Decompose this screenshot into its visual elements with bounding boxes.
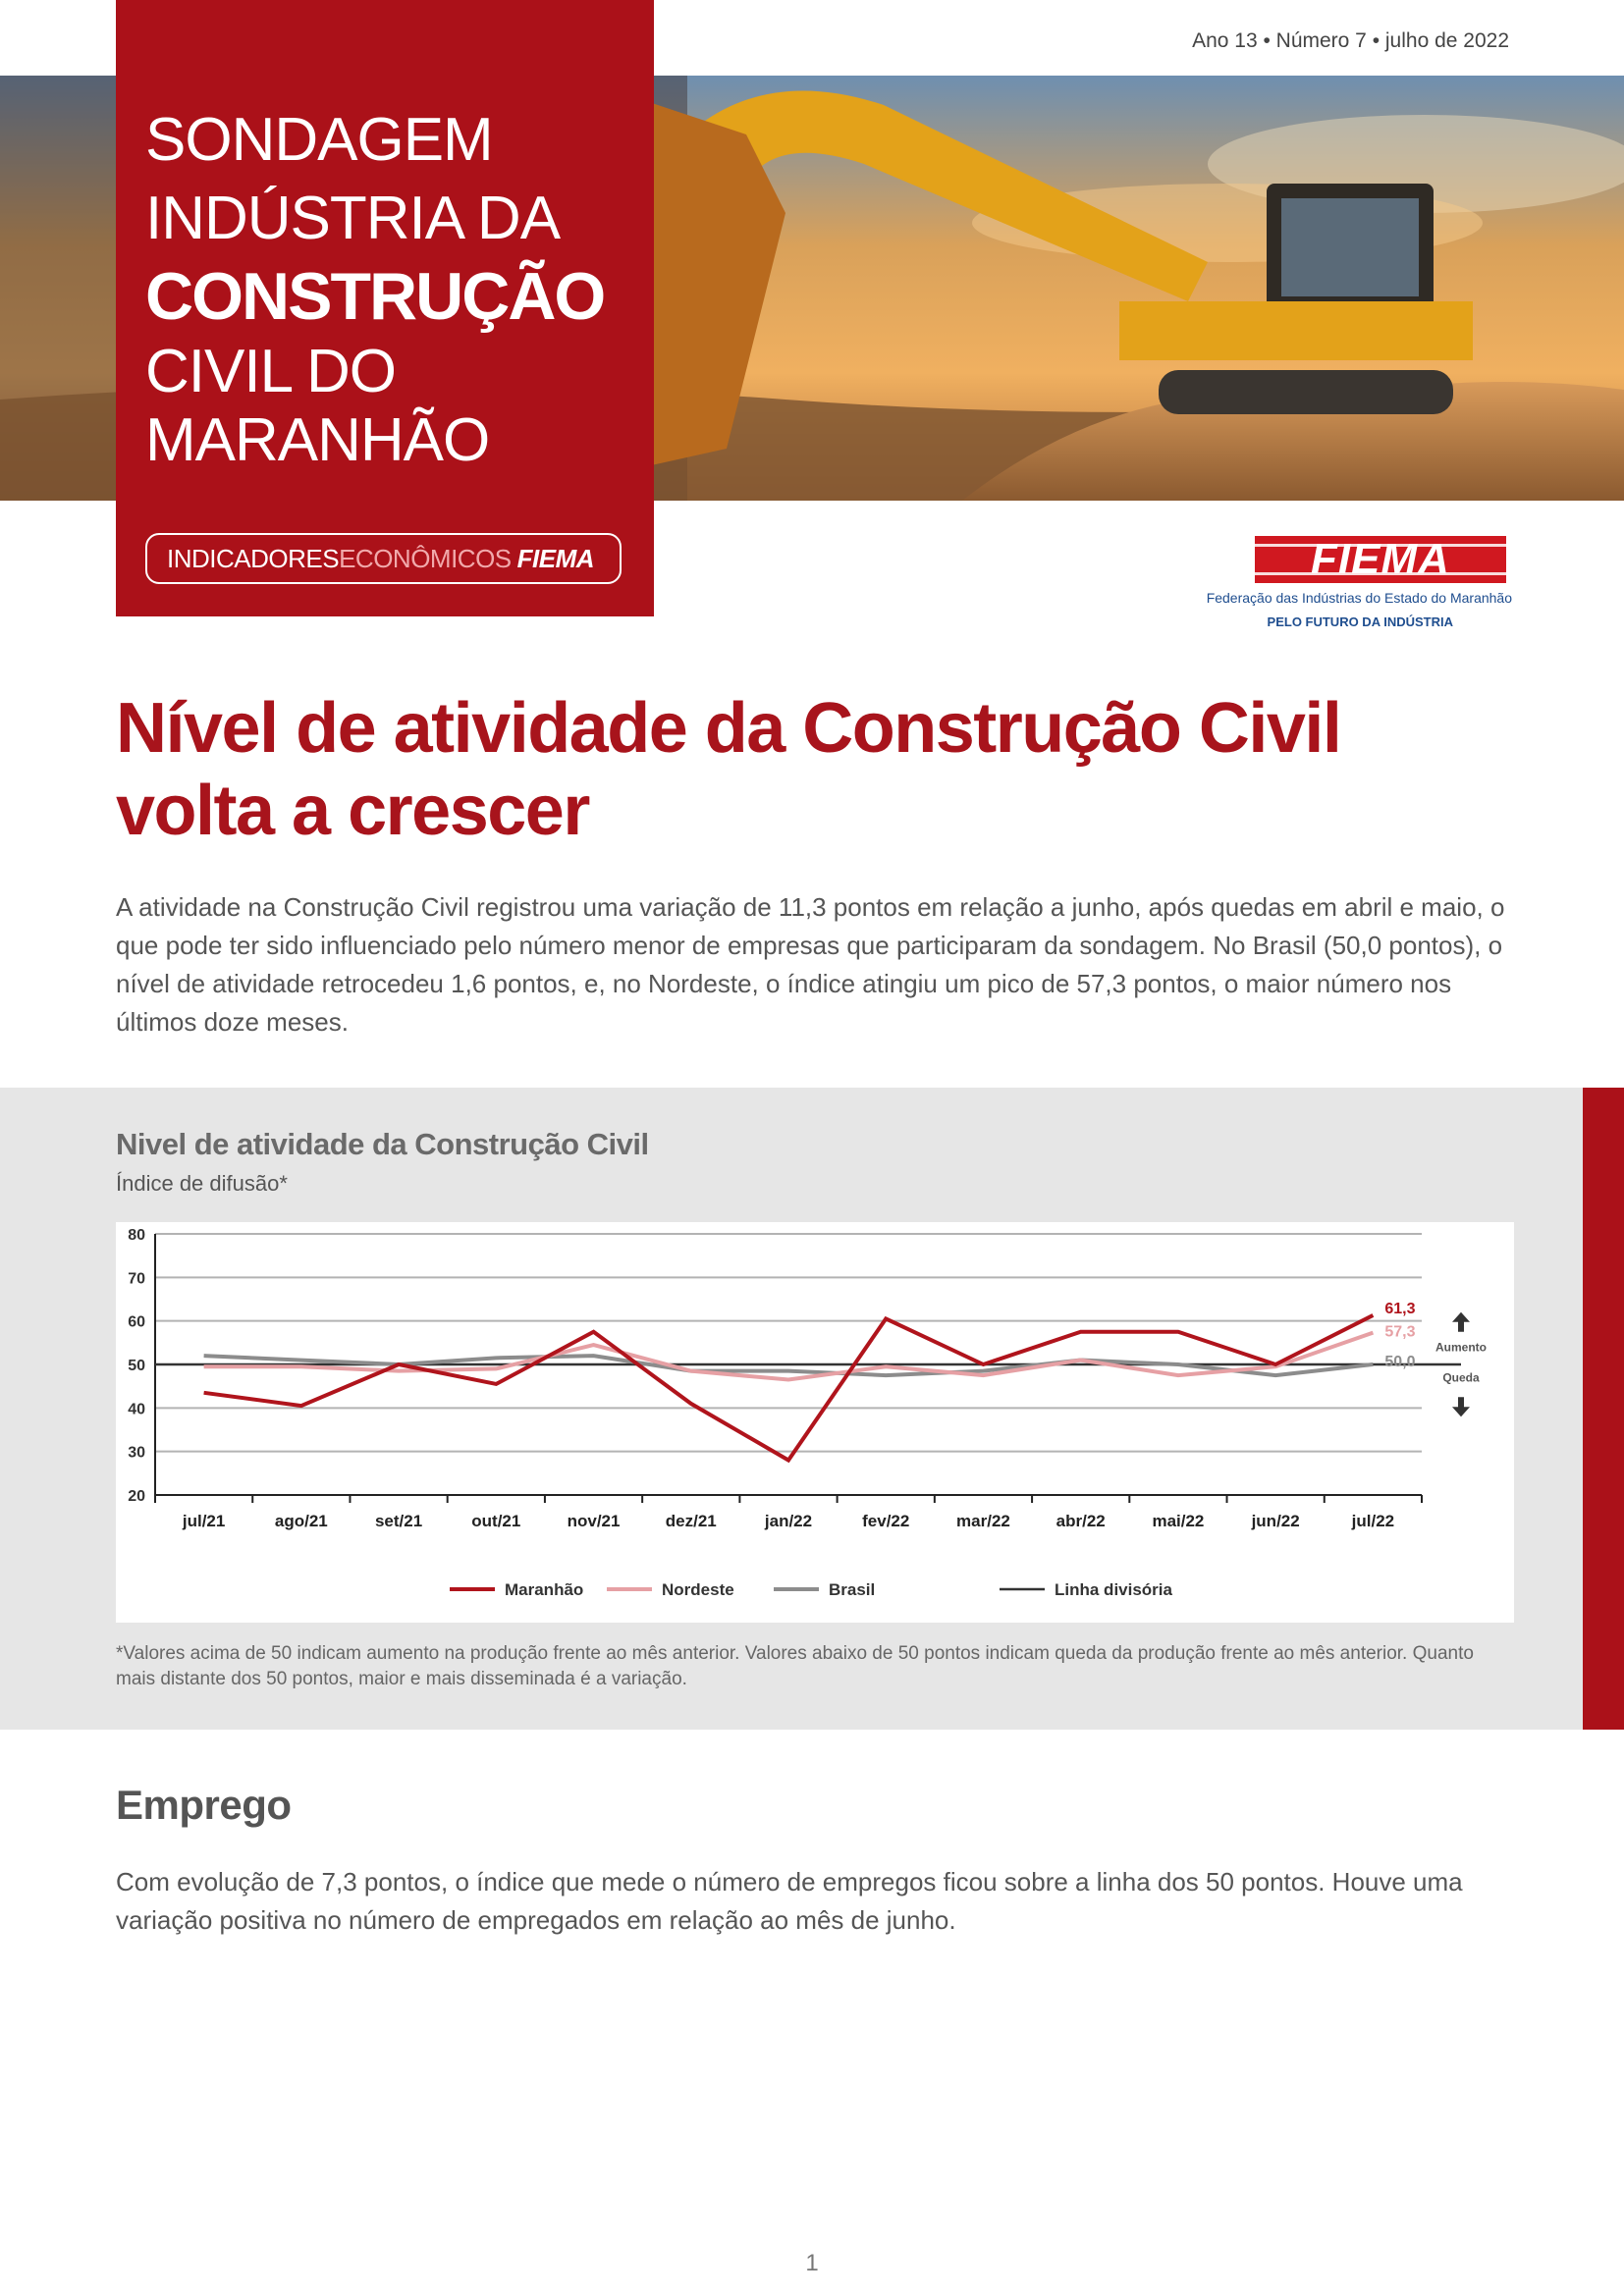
x-tick-label: fev/22 [862, 1512, 910, 1530]
x-tick-label: jan/22 [764, 1512, 813, 1530]
x-tick-label: jul/22 [1351, 1512, 1395, 1530]
title-line-1: SONDAGEM [145, 106, 493, 174]
logo-federation: Federação das Indústrias do Estado do Maranhão [1206, 590, 1512, 606]
arrow-down-icon [1452, 1397, 1470, 1416]
x-tick-label: mar/22 [956, 1512, 1010, 1530]
x-tick-label: mai/22 [1152, 1512, 1205, 1530]
logo-name: FIEMA [1311, 535, 1450, 583]
series-line-0 [204, 1315, 1374, 1461]
annotation-up: Aumento [1435, 1340, 1487, 1355]
x-tick-label: abr/22 [1056, 1512, 1106, 1530]
chart-title: Nivel de atividade da Construção Civil [116, 1127, 649, 1161]
x-tick-label: jun/22 [1251, 1512, 1300, 1530]
title-line-4: CIVIL DO [145, 338, 396, 405]
badge-part-3: FIEMA [516, 543, 595, 573]
chart-subtitle: Índice de difusão* [116, 1171, 288, 1196]
article-headline [116, 687, 1490, 852]
y-tick-label: 50 [128, 1358, 145, 1374]
y-tick-label: 40 [128, 1401, 145, 1418]
employment-title: Emprego [116, 1782, 292, 1828]
x-tick-label: jul/21 [182, 1512, 226, 1530]
x-tick-label: ago/21 [274, 1512, 328, 1530]
x-tick-label: dez/21 [665, 1512, 717, 1530]
end-value-label: 57,3 [1384, 1323, 1416, 1341]
chart-container [116, 1222, 1514, 1623]
employment-text: Com evolução de 7,3 pontos, o índice que mede o número de empregos ficou sobre a linha dos 50 pontos. Houve uma variação positiva no número de empregados em relação ao mês de junho. [116, 1867, 1463, 1935]
end-value-label: 61,3 [1384, 1300, 1416, 1317]
headline-line-1: Nível de atividade da Construção Civil [116, 689, 1341, 768]
legend-label: Nordeste [662, 1580, 734, 1599]
issue-info: Ano 13 • Número 7 • julho de 2022 [1192, 29, 1509, 52]
logo-tagline: PELO FUTURO DA INDÚSTRIA [1267, 614, 1453, 629]
end-value-label: 50,0 [1384, 1354, 1416, 1370]
x-tick-label: out/21 [471, 1512, 521, 1530]
y-tick-label: 20 [128, 1488, 145, 1505]
page-number: 1 [805, 2250, 819, 2276]
arrow-up-icon [1452, 1312, 1470, 1332]
y-tick-label: 70 [128, 1270, 145, 1288]
chart-accent-bar [1583, 1088, 1624, 1730]
y-tick-label: 60 [128, 1313, 145, 1331]
badge-part-2: ECONÔMICOS [339, 543, 512, 573]
indicators-badge [145, 533, 622, 584]
line-chart [116, 1222, 1514, 1623]
y-tick-label: 80 [128, 1227, 145, 1244]
legend-label: Maranhão [505, 1580, 584, 1599]
article-intro: A atividade na Construção Civil registrou uma variação de 11,3 pontos em relação a junho, após quedas em abril e maio, o que pode ter sido influenciado pelo número menor de empresas que participaram da sondagem. No Brasil (50,0 pontos), o nível de atividade retrocedeu 1,6 pontos, e, no Nordeste, o índice atingiu um pico de 57,3 pontos, o maior número nos últimos doze meses. [116, 892, 1505, 1037]
y-tick-label: 30 [128, 1444, 145, 1462]
title-line-3: CONSTRUÇÃO [145, 259, 605, 334]
badge-part-1: INDICADORES [167, 543, 340, 573]
title-line-5: MARANHÃO [145, 406, 490, 474]
title-block [116, 0, 654, 616]
chart-footnote: *Valores acima de 50 indicam aumento na produção frente ao mês anterior. Valores abaixo de 50 pontos indicam queda da produção frente ao mês anterior. Quanto mais distante dos 50 pontos, maior e mais disseminada é a variação. [116, 1643, 1474, 1689]
x-tick-label: set/21 [374, 1512, 423, 1530]
x-tick-label: nov/21 [567, 1512, 621, 1530]
legend-label: Linha divisória [1055, 1580, 1172, 1599]
legend-label: Brasil [829, 1580, 876, 1599]
headline-line-2: volta a crescer [116, 772, 589, 850]
annotation-down: Queda [1442, 1370, 1480, 1385]
title-line-2: INDÚSTRIA DA [145, 185, 561, 252]
